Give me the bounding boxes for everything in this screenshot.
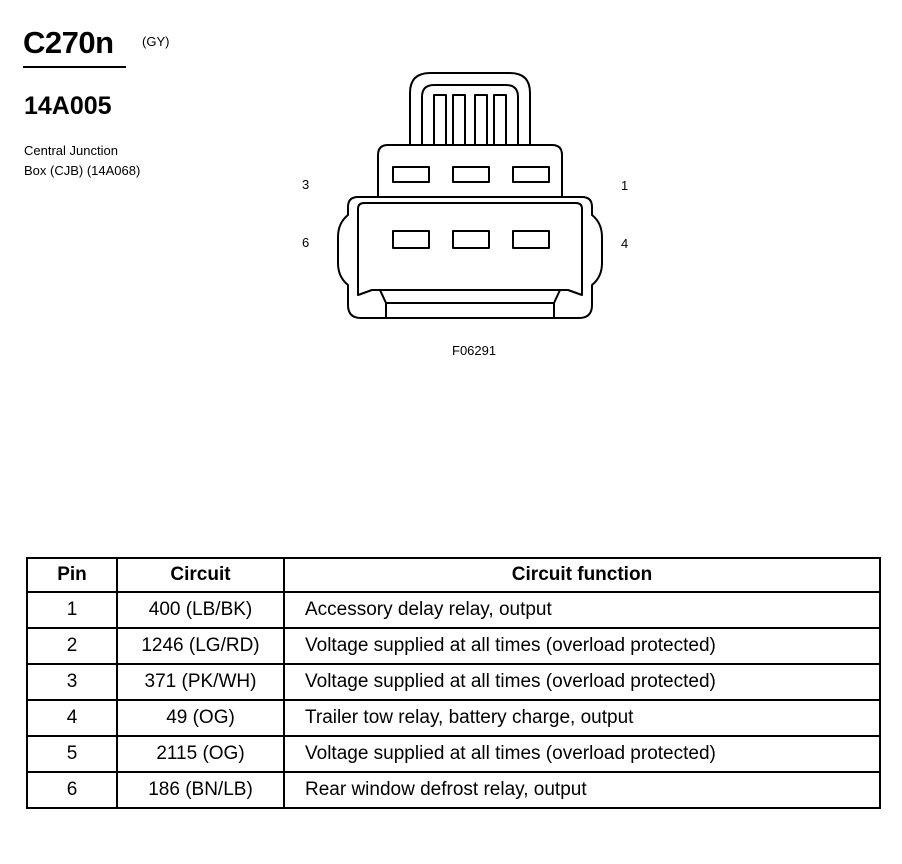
cell-pin: 3	[27, 664, 117, 700]
cell-pin: 6	[27, 772, 117, 808]
bottom-notch-left	[380, 290, 386, 318]
cell-pin: 1	[27, 592, 117, 628]
cell-function: Voltage supplied at all times (overload protected)	[284, 664, 880, 700]
latch-tab-middle-left	[453, 95, 465, 145]
connector-id: C270n	[23, 25, 114, 60]
table-header-row	[27, 558, 880, 592]
cell-function: Trailer tow relay, battery charge, output	[284, 700, 880, 736]
header-circuit-function: Circuit function	[284, 558, 880, 592]
cell-pin: 2	[27, 628, 117, 664]
connector-color: (GY)	[142, 34, 170, 49]
latch-outer	[410, 73, 530, 145]
pin-label-3: 3	[302, 177, 310, 192]
header-circuit: Circuit	[117, 558, 284, 592]
cell-circuit: 2115 (OG)	[117, 736, 284, 772]
table-row	[27, 628, 880, 664]
table-row	[27, 664, 880, 700]
latch-tab-left	[434, 95, 446, 145]
cell-function: Rear window defrost relay, output	[284, 772, 880, 808]
connector-id-underline	[23, 66, 126, 68]
cell-circuit: 371 (PK/WH)	[117, 664, 284, 700]
pin-label-4: 4	[621, 236, 629, 251]
cavity-pin-4	[513, 231, 549, 248]
cavity-pin-3	[393, 167, 429, 182]
cell-circuit: 49 (OG)	[117, 700, 284, 736]
pin-label-6: 6	[302, 235, 310, 250]
latch-tab-right	[494, 95, 506, 145]
cavity-pin-5	[453, 231, 489, 248]
cell-circuit: 186 (BN/LB)	[117, 772, 284, 808]
table-row	[27, 700, 880, 736]
cell-function: Voltage supplied at all times (overload protected)	[284, 628, 880, 664]
table-row	[27, 736, 880, 772]
latch-tab-middle-right	[475, 95, 487, 145]
description-line-2: Box (CJB) (14A068)	[24, 163, 141, 178]
cell-function: Accessory delay relay, output	[284, 592, 880, 628]
cell-function: Voltage supplied at all times (overload protected)	[284, 736, 880, 772]
part-number: 14A005	[24, 92, 112, 120]
cell-circuit: 1246 (LG/RD)	[117, 628, 284, 664]
cavity-pin-1	[513, 167, 549, 182]
table-row	[27, 592, 880, 628]
table-row	[27, 772, 880, 808]
cell-circuit: 400 (LB/BK)	[117, 592, 284, 628]
cavity-pin-6	[393, 231, 429, 248]
pin-label-1: 1	[621, 178, 629, 193]
connector-face-diagram	[330, 65, 620, 330]
cavity-pin-2	[453, 167, 489, 182]
description-line-1: Central Junction	[24, 143, 118, 158]
figure-code: F06291	[452, 343, 497, 358]
pin-table	[26, 557, 881, 809]
header-pin: Pin	[27, 558, 117, 592]
cell-pin: 4	[27, 700, 117, 736]
cell-pin: 5	[27, 736, 117, 772]
main-housing-outer	[338, 197, 602, 318]
bottom-notch-right	[554, 290, 560, 318]
upper-housing	[378, 145, 562, 197]
